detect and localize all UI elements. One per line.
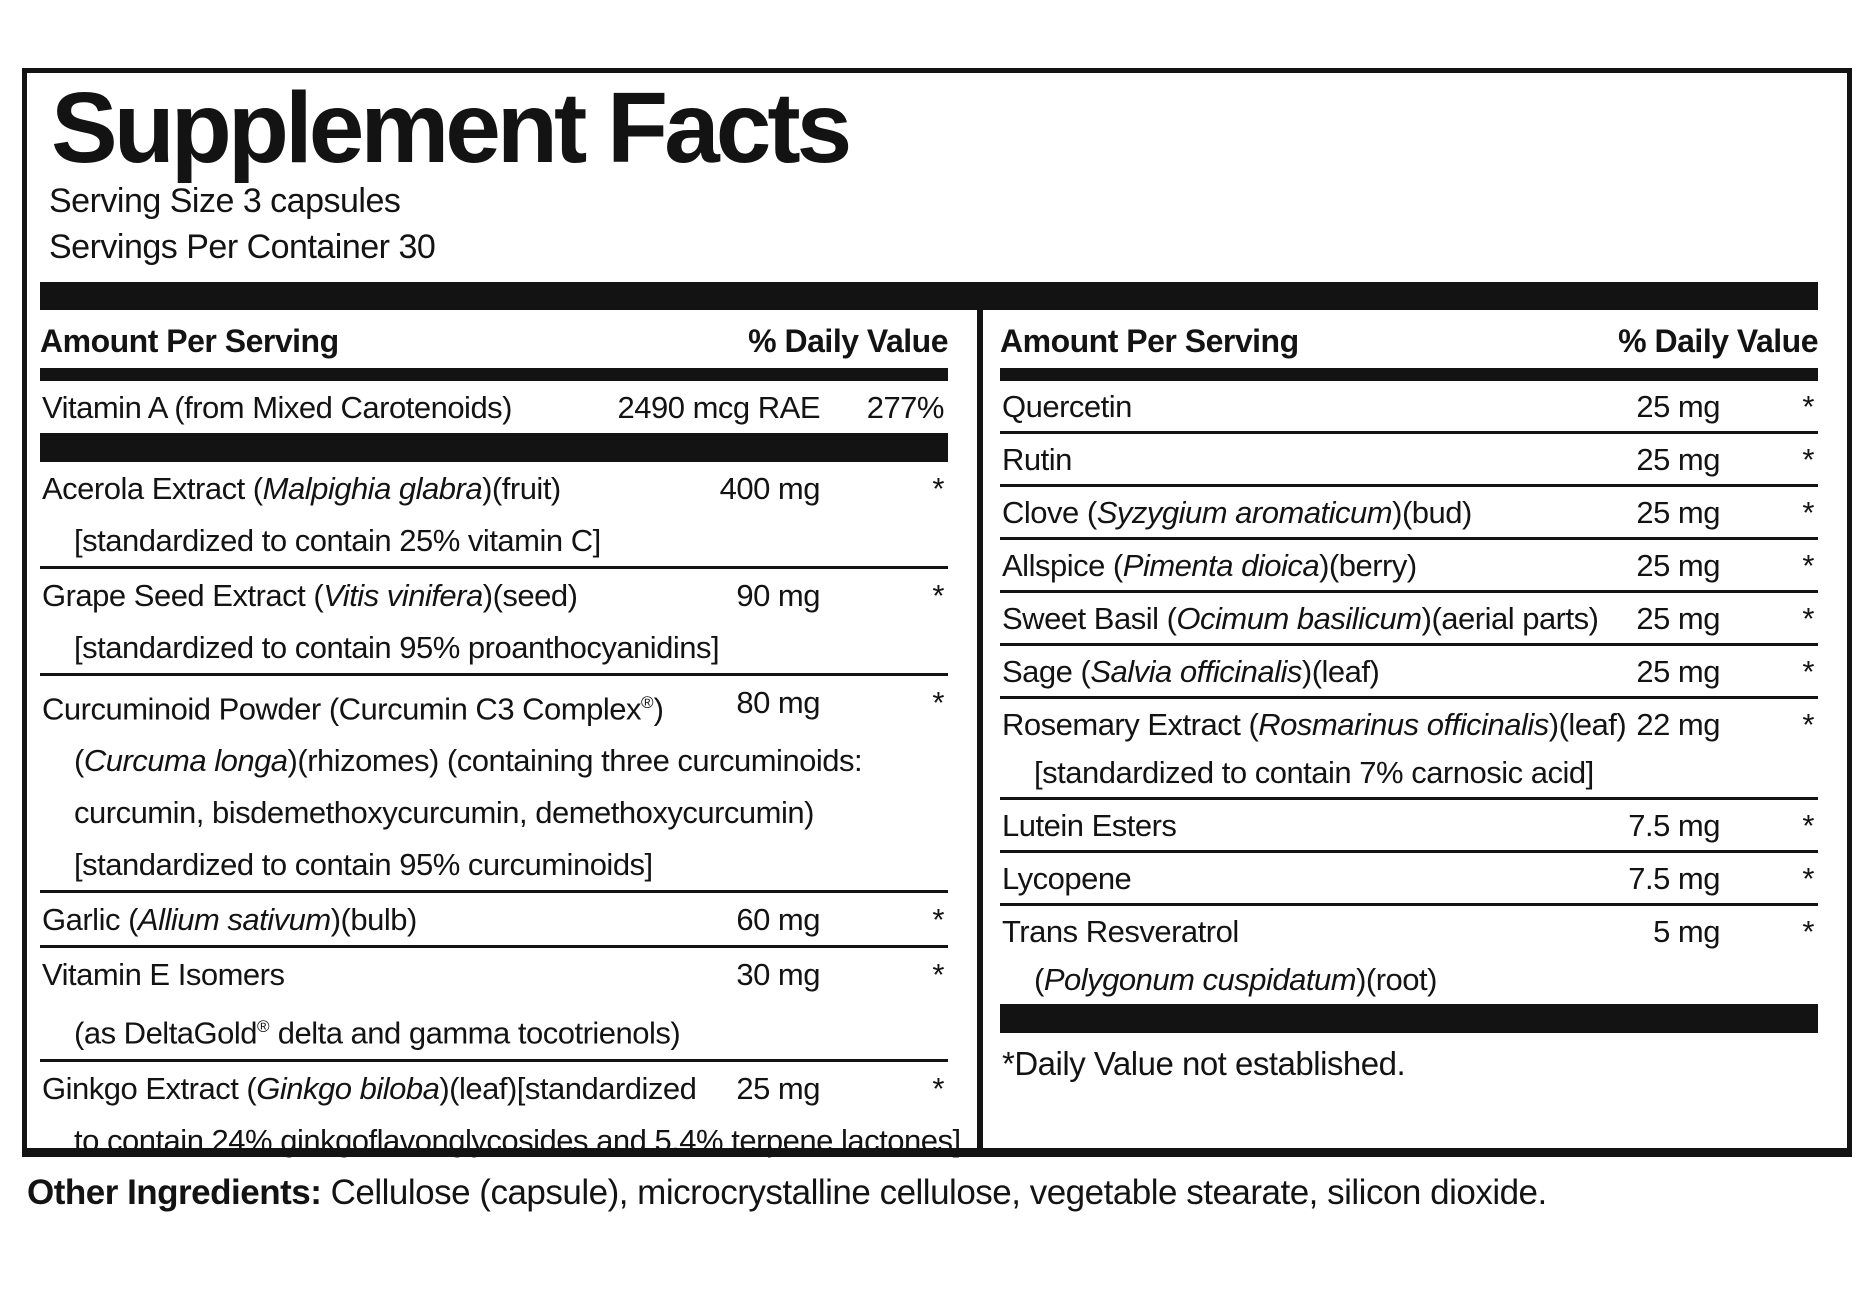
- right-column: [1000, 310, 1818, 1083]
- ingredient-row: [40, 893, 948, 948]
- text-fragment: )(aerial parts): [1421, 601, 1599, 636]
- text-fragment: Lutein Esters: [1002, 808, 1177, 843]
- daily-value: *: [1802, 601, 1814, 636]
- text-fragment: )(root): [1356, 962, 1437, 997]
- ingredient-subline: [1002, 959, 1818, 1001]
- thick-separator-bar: [40, 433, 948, 462]
- ingredient-subline: [42, 626, 948, 670]
- daily-value: *: [932, 578, 944, 613]
- ingredient-subline: [42, 1005, 948, 1055]
- ingredient-row: [1000, 434, 1818, 487]
- botanical-name: Malpighia glabra: [262, 471, 483, 506]
- daily-value-footnote: *Daily Value not established.: [1002, 1045, 1406, 1082]
- daily-value: *: [1802, 495, 1814, 530]
- ingredient-amount: 2490 mcg RAE: [617, 390, 820, 425]
- text-fragment: )(bud): [1392, 495, 1472, 530]
- text-fragment: Acerola Extract (: [42, 471, 263, 506]
- text-fragment: ): [653, 691, 664, 727]
- text-fragment: Vitamin A (from Mixed Carotenoids): [42, 390, 513, 425]
- daily-value: *: [932, 957, 944, 993]
- ingredient-amount: 400 mg: [719, 471, 820, 506]
- ingredient-row: [1000, 853, 1818, 906]
- botanical-name: Vitis vinifera: [323, 578, 483, 613]
- ingredient-row: [1000, 646, 1818, 699]
- text-fragment: to contain 24% ginkgoflavonglycosides and 5.4% terpene lactones]: [74, 1122, 961, 1158]
- daily-value: *: [1802, 548, 1814, 583]
- ingredient-subline: [42, 519, 948, 563]
- ingredient-amount: 25 mg: [1636, 601, 1720, 636]
- text-fragment: Rutin: [1002, 442, 1072, 477]
- ingredient-amount: 30 mg: [736, 957, 820, 993]
- text-fragment: )(berry): [1319, 548, 1417, 583]
- supplement-facts-panel: [22, 68, 1852, 1157]
- ingredient-amount: 25 mg: [1636, 495, 1720, 530]
- ingredient-amount: 25 mg: [1636, 389, 1720, 424]
- ingredient-amount: 25 mg: [1636, 654, 1720, 689]
- text-fragment: )(bulb): [330, 902, 417, 938]
- other-ingredients: [27, 1172, 1547, 1214]
- ingredient-row: [1000, 906, 1818, 1004]
- text-fragment: [standardized to contain 25% vitamin C]: [74, 523, 601, 558]
- right-header-separator-bar: [1000, 368, 1818, 381]
- botanical-name: Curcuma longa: [83, 743, 288, 779]
- daily-value: *: [1802, 654, 1814, 689]
- ingredient-amount: 60 mg: [736, 902, 820, 938]
- ingredient-amount: 25 mg: [1636, 442, 1720, 477]
- daily-value: *: [1802, 389, 1814, 424]
- serving-size-text: Serving Size 3 capsules: [49, 182, 401, 220]
- text-fragment: Rosemary Extract (: [1002, 707, 1259, 742]
- ingredient-row: [1000, 487, 1818, 540]
- left-column-rows: [40, 381, 961, 1166]
- daily-value: *: [1802, 707, 1814, 742]
- text-fragment: ®: [641, 693, 654, 712]
- text-fragment: [standardized to contain 95% curcuminoids]: [74, 847, 653, 883]
- daily-value-header: % Daily Value: [748, 323, 948, 359]
- right-column-header: [1000, 310, 1818, 368]
- amount-per-serving-header: Amount Per Serving: [1000, 323, 1299, 359]
- amount-per-serving-header: Amount Per Serving: [40, 323, 339, 359]
- daily-value: *: [1802, 442, 1814, 477]
- ingredient-row: [1000, 540, 1818, 593]
- text-fragment: Garlic (: [42, 902, 138, 938]
- daily-value: *: [1802, 861, 1814, 896]
- text-fragment: Grape Seed Extract (: [42, 578, 324, 613]
- daily-value-header: % Daily Value: [1618, 323, 1818, 359]
- ingredient-subline: [42, 843, 948, 887]
- text-fragment: )(leaf): [1548, 707, 1627, 742]
- daily-value: *: [932, 471, 944, 506]
- daily-value: *: [932, 902, 944, 938]
- text-fragment: (: [74, 743, 84, 779]
- text-fragment: Sweet Basil (: [1002, 601, 1177, 636]
- daily-value: *: [932, 1070, 944, 1106]
- ingredient-row: [40, 462, 948, 569]
- text-fragment: )(fruit): [482, 471, 561, 506]
- text-fragment: curcumin, bisdemethoxycurcumin, demethoxycurcumin): [74, 795, 814, 831]
- ingredient-row: [1000, 699, 1818, 800]
- thick-separator-bar: [1000, 1004, 1818, 1033]
- botanical-name: Allium sativum: [137, 902, 331, 938]
- ingredient-subline: [1002, 752, 1818, 794]
- ingredient-row: [1000, 800, 1818, 853]
- servings-per-container-text: Servings Per Container 30: [49, 228, 436, 266]
- ingredient-amount: 5 mg: [1653, 914, 1720, 949]
- other-ingredients-text: Cellulose (capsule), microcrystalline cellulose, vegetable stearate, silicon dioxide.: [321, 1173, 1547, 1212]
- text-fragment: )(rhizomes) (containing three curcuminoids:: [287, 743, 863, 779]
- ingredient-row: [1000, 593, 1818, 646]
- text-fragment: delta and gamma tocotrienols): [269, 1015, 681, 1051]
- ingredient-amount: 25 mg: [736, 1070, 820, 1106]
- ingredient-row: [40, 381, 948, 433]
- text-fragment: Lycopene: [1002, 861, 1132, 896]
- ingredient-amount: 25 mg: [1636, 548, 1720, 583]
- botanical-name: Ginkgo biloba: [256, 1070, 440, 1106]
- ingredient-amount: 7.5 mg: [1628, 861, 1720, 896]
- left-column-header: [40, 310, 948, 368]
- ingredient-row: [1000, 381, 1818, 434]
- text-fragment: )(leaf)[standardized: [439, 1070, 697, 1106]
- daily-value: *: [1802, 808, 1814, 843]
- botanical-name: Salvia officinalis: [1090, 654, 1302, 689]
- ingredient-subline: [42, 739, 948, 783]
- daily-value: 277%: [866, 390, 944, 425]
- ingredient-amount: 80 mg: [736, 685, 820, 720]
- text-fragment: Sage (: [1002, 654, 1091, 689]
- text-fragment: Clove (: [1002, 495, 1097, 530]
- text-fragment: Ginkgo Extract (: [42, 1070, 257, 1106]
- text-fragment: [standardized to contain 7% carnosic acid]: [1034, 755, 1594, 790]
- text-fragment: (: [1034, 962, 1044, 997]
- text-fragment: (as DeltaGold: [74, 1015, 258, 1051]
- ingredient-subline: [42, 1119, 961, 1163]
- daily-value: *: [1802, 914, 1814, 949]
- botanical-name: Ocimum basilicum: [1176, 601, 1422, 636]
- daily-value: *: [932, 685, 944, 720]
- text-fragment: Trans Resveratrol: [1002, 914, 1239, 949]
- botanical-name: Rosmarinus officinalis: [1258, 707, 1549, 742]
- text-fragment: )(seed): [482, 578, 578, 613]
- botanical-name: Syzygium aromaticum: [1096, 495, 1393, 530]
- ingredient-row: [40, 1062, 961, 1166]
- header-thick-bar: [40, 282, 1818, 310]
- column-divider: [977, 310, 983, 1148]
- text-fragment: Vitamin E Isomers: [42, 957, 285, 993]
- left-column: [40, 310, 961, 1166]
- text-fragment: )(leaf): [1301, 654, 1380, 689]
- botanical-name: Polygonum cuspidatum: [1043, 962, 1357, 997]
- page-title: Supplement Facts: [51, 72, 849, 184]
- text-fragment: Quercetin: [1002, 389, 1132, 424]
- right-column-rows: [1000, 381, 1818, 1033]
- ingredient-amount: 90 mg: [736, 578, 820, 613]
- ingredient-amount: 7.5 mg: [1628, 808, 1720, 843]
- ingredient-subline: [42, 791, 948, 835]
- ingredient-amount: 22 mg: [1636, 707, 1720, 742]
- left-header-separator-bar: [40, 368, 948, 381]
- ingredient-row: [40, 569, 948, 676]
- text-fragment: Curcuminoid Powder (Curcumin C3 Complex: [42, 691, 641, 727]
- text-fragment: [standardized to contain 95% proanthocyanidins]: [74, 630, 720, 665]
- botanical-name: Pimenta dioica: [1122, 548, 1320, 583]
- ingredient-row: [40, 676, 948, 893]
- ingredient-row: [40, 948, 948, 1061]
- text-fragment: ®: [257, 1017, 270, 1037]
- other-ingredients-label: Other Ingredients:: [27, 1173, 322, 1212]
- text-fragment: Allspice (: [1002, 548, 1123, 583]
